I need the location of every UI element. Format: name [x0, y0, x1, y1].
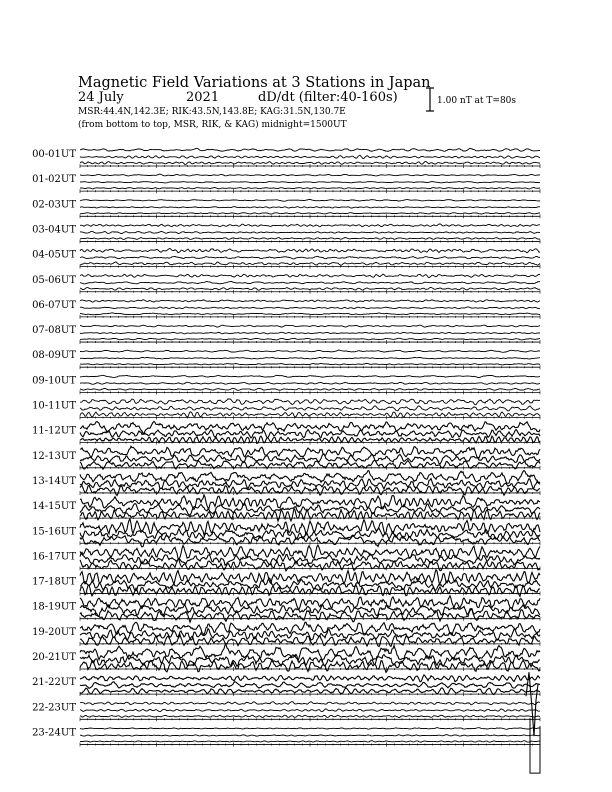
trace-kag: [80, 174, 540, 176]
row-label: 15-16UT: [32, 526, 76, 538]
row-label: 09-10UT: [32, 375, 76, 387]
trace-msr: [80, 363, 540, 365]
row-label: 17-18UT: [32, 576, 76, 588]
trace-kag: [80, 675, 540, 682]
trace-msr: [80, 338, 540, 340]
scale-bar: [426, 88, 516, 111]
trace-rik: [80, 682, 540, 689]
trace-row: [32, 199, 540, 218]
trace-msr: [80, 313, 540, 315]
year-label: 2021: [186, 90, 220, 105]
trace-rik: [80, 232, 540, 234]
trace-kag: [80, 200, 540, 202]
trace-row: [32, 519, 540, 547]
trace-rik: [80, 709, 540, 712]
row-label: 10-11UT: [32, 400, 76, 412]
row-label: 12-13UT: [32, 450, 76, 462]
row-label: 21-22UT: [32, 677, 76, 689]
trace-row: [32, 545, 540, 571]
row-label: 18-19UT: [32, 601, 76, 613]
row-label: 22-23UT: [32, 702, 76, 714]
trace-rik: [80, 735, 540, 737]
trace-rik: [80, 479, 540, 489]
trace-rik: [80, 332, 540, 334]
trace-rik: [80, 406, 540, 411]
trace-kag: [80, 728, 540, 730]
trace-row: [32, 570, 540, 597]
trace-rik: [80, 182, 540, 183]
row-label: 03-04UT: [32, 224, 76, 236]
trace-kag: [80, 249, 540, 253]
row-label: 23-24UT: [32, 727, 76, 739]
trace-row: [32, 274, 540, 294]
trace-kag: [80, 350, 540, 352]
trace-row: [32, 350, 540, 369]
stations-label: MSR:44.4N,142.3E; RIK:43.5N,143.8E; KAG:31.5N,130.7E: [78, 107, 346, 117]
trace-row: [32, 645, 540, 673]
trace-kag: [80, 702, 540, 705]
trace-kag: [80, 446, 540, 458]
trace-rik: [80, 256, 540, 259]
row-label: 01-02UT: [32, 174, 76, 186]
trace-row: [32, 495, 540, 521]
trace-row: [32, 727, 540, 746]
trace-kag: [80, 622, 540, 635]
trace-kag: [80, 570, 540, 585]
trace-rik: [80, 357, 540, 359]
trace-msr: [80, 715, 540, 717]
row-label: 04-05UT: [32, 249, 76, 261]
trace-row: [32, 300, 540, 319]
trace-rik: [80, 207, 540, 209]
trace-rik: [80, 454, 540, 464]
row-label: 20-21UT: [32, 652, 76, 663]
row-label: 14-15UT: [32, 501, 76, 513]
trace-msr: [80, 238, 540, 240]
trace-kag: [80, 148, 540, 151]
row-label: 16-17UT: [32, 551, 76, 563]
trace-row: [32, 672, 540, 773]
trace-kag: [80, 300, 540, 302]
trace-kag: [80, 375, 540, 377]
scale-label: 1.00 nT at T=80s: [437, 96, 517, 106]
trace-row: [32, 399, 540, 420]
trace-kag: [80, 224, 540, 227]
trace-kag: [80, 325, 540, 327]
quantity-label: dD/dt (filter:40-160s): [258, 90, 398, 105]
date-label: 24 July: [78, 90, 124, 105]
row-label: 13-14UT: [32, 475, 76, 487]
row-label: 07-08UT: [32, 325, 76, 337]
trace-row: [32, 148, 540, 168]
row-label: 00-01UT: [32, 149, 76, 160]
row-label: 02-03UT: [32, 199, 76, 211]
chart-title: Magnetic Field Variations at 3 Stations in Japan: [78, 75, 431, 91]
trace-rik: [80, 281, 540, 284]
trace-row: [32, 325, 540, 344]
trace-msr: [80, 188, 540, 189]
trace-kag: [80, 471, 540, 484]
row-label: 19-20UT: [32, 626, 76, 638]
row-label: 05-06UT: [32, 274, 76, 286]
row-label: 11-12UT: [32, 425, 76, 437]
trace-row: [32, 702, 540, 722]
trace-rows: [32, 148, 540, 773]
trace-row: [32, 622, 540, 646]
order-note: (from bottom to top, MSR, RIK, & KAG) midnight=1500UT: [78, 120, 347, 130]
trace-kag: [80, 545, 540, 559]
trace-rik: [80, 382, 540, 384]
trace-msr: [80, 741, 540, 743]
trace-row: [32, 375, 540, 394]
trace-row: [32, 596, 540, 622]
trace-row: [32, 446, 540, 470]
trace-rik: [80, 155, 540, 158]
row-label: 08-09UT: [32, 350, 76, 362]
trace-row: [32, 471, 540, 496]
trace-msr: [80, 388, 540, 390]
trace-msr: [80, 213, 540, 214]
trace-kag: [80, 421, 540, 433]
trace-row: [32, 421, 540, 444]
row-label: 06-07UT: [32, 299, 76, 311]
trace-kag: [80, 274, 540, 277]
trace-row: [32, 174, 540, 193]
trace-rik: [80, 307, 540, 309]
trace-kag: [80, 399, 540, 405]
trace-row: [32, 249, 540, 269]
trace-row: [32, 224, 540, 244]
